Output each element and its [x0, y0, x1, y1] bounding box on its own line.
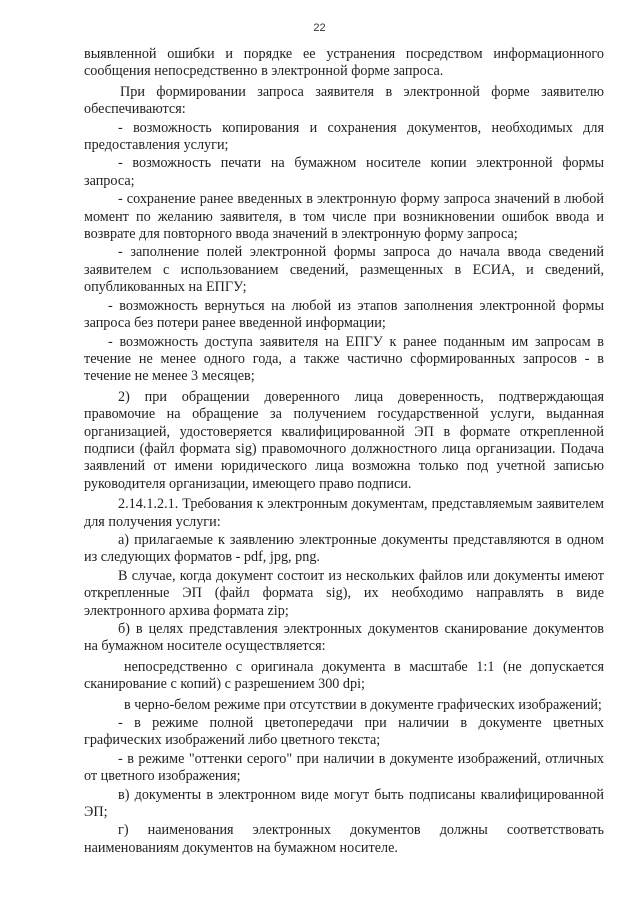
list-item: - возможность вернуться на любой из этапов заполнения электронной формы запроса без потери ранее введенной информации;: [84, 297, 604, 332]
list-item: непосредственно с оригинала документа в масштабе 1:1 (не допускается сканирование с копий) с разрешением 300 dpi;: [84, 658, 604, 693]
list-item: - заполнение полей электронной формы запроса до начала ввода сведений заявителем с использованием сведений, размещенных в ЕСИА, и сведений, опубликованных на ЕПГУ;: [84, 244, 604, 296]
paragraph: выявленной ошибки и порядке ее устранения посредством информационного сообщения непосредственно в электронной форме запроса.: [84, 46, 604, 80]
paragraph: 2) при обращении доверенного лица доверенность, подтверждающая правомочие на обращение за получением государственной услуги, выданная организацией, удостоверяется квалифицированной ЭП в формате открепленной подписи (файл формата sig) правомочного должностного лица организации. Подача заявлений от имени юридического лица возможна только под учетной записью руководителя организации, имеющего право подписи.: [84, 388, 604, 492]
section-heading: 2.14.1.2.1. Требования к электронным документам, представляемым заявителем для получения услуги:: [84, 496, 604, 530]
list-item: в черно-белом режиме при отсутствии в документе графических изображений;: [124, 696, 602, 713]
list-item: в) документы в электронном виде могут быть подписаны квалифицированной ЭП;: [84, 786, 604, 821]
list-item: б) в целях представления электронных документов сканирование документов на бумажном носителе осуществляется:: [84, 621, 604, 655]
paragraph: При формировании запроса заявителя в электронной форме заявителю обеспечиваются:: [84, 83, 604, 118]
list-item: - в режиме "оттенки серого" при наличии в документе изображений, отличных от цветного изображения;: [84, 750, 604, 785]
list-item: - в режиме полной цветопередачи при наличии в документе цветных графических изображений либо цветного текста;: [84, 715, 604, 749]
list-item: - возможность печати на бумажном носителе копии электронной формы запроса;: [84, 155, 604, 189]
paragraph: В случае, когда документ состоит из нескольких файлов или документы имеют открепленные ЭП (файл формата sig), их необходимо направлять в виде электронного архива формата zip;: [84, 567, 604, 619]
list-item: - возможность доступа заявителя на ЕПГУ к ранее поданным им запросам в течение не менее одного года, а также частично сформированных запросов - в течение не менее 3 месяцев;: [84, 333, 604, 385]
list-item: а) прилагаемые к заявлению электронные документы представляются в одном из следующих форматов - pdf, jpg, png.: [84, 531, 604, 566]
list-item: - возможность копирования и сохранения документов, необходимых для предоставления услуги;: [84, 119, 604, 154]
document-body: [84, 46, 604, 857]
list-item: - сохранение ранее введенных в электронную форму запроса значений в любой момент по желанию заявителя, в том числе при возникновении ошибок ввода и возврате для повторного ввода значений в электронную форму запроса;: [84, 191, 604, 243]
list-item: г) наименования электронных документов должны соответствовать наименованиям документов на бумажном носителе.: [84, 822, 604, 856]
page-number: 22: [313, 22, 326, 34]
